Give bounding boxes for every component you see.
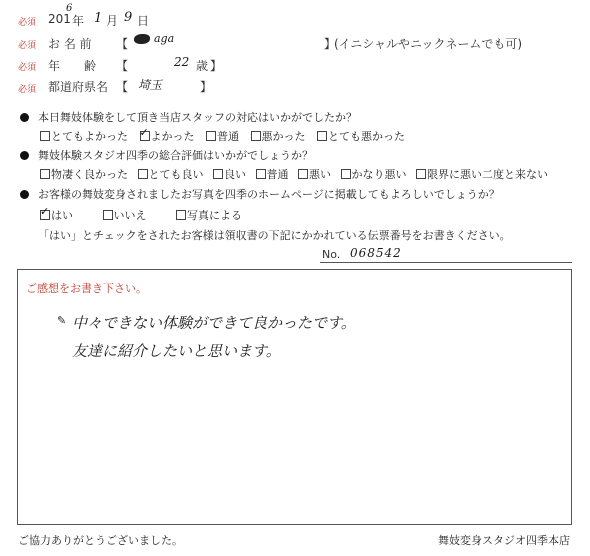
checkbox-icon[interactable]	[256, 169, 266, 179]
checkbox-icon[interactable]	[416, 169, 426, 179]
date-month-value[interactable]: 1	[94, 11, 103, 26]
name-value[interactable]: aga	[154, 32, 175, 45]
date-day-suffix: 日	[137, 14, 150, 28]
checkbox-icon[interactable]	[317, 131, 327, 141]
question-1-options	[40, 128, 405, 144]
option-label: いいえ	[113, 209, 147, 222]
name-note: (イニシャルやニックネームでも可)	[334, 37, 523, 51]
checkbox-icon[interactable]	[40, 131, 50, 141]
prefecture-bracket-open: 【	[116, 80, 129, 94]
checkbox-icon[interactable]	[251, 131, 261, 141]
scribble-mark-icon: ✎	[57, 314, 67, 327]
bullet-icon	[20, 151, 29, 160]
option-checkbox[interactable]	[176, 209, 242, 222]
checkbox-icon[interactable]	[341, 169, 351, 179]
name-bracket-close: 】	[324, 37, 337, 51]
required-label: 必須	[18, 85, 37, 95]
option-checkbox[interactable]	[341, 168, 407, 181]
question-3-text: お客様の舞妓変身されましたお写真を四季のホームページに掲載してもよろしいでしょうか？	[38, 188, 500, 201]
option-checkbox[interactable]	[251, 130, 306, 143]
checkbox-icon[interactable]	[103, 210, 113, 220]
voucher-label: No.	[322, 248, 341, 261]
option-checkbox[interactable]	[40, 168, 128, 181]
bullet-icon	[20, 190, 29, 199]
option-checkbox[interactable]	[213, 168, 246, 181]
date-year-prefix: 201	[48, 12, 71, 26]
footer-thanks: ご協力ありがとうございました。	[18, 534, 183, 547]
option-checkbox[interactable]	[138, 168, 204, 181]
question-3-options	[40, 207, 242, 223]
name-bracket-open: 【	[116, 37, 129, 51]
question-2-text: 舞妓体験スタジオ四季の総合評価はいかがでしょうか？	[38, 149, 313, 162]
age-value[interactable]: 22	[174, 55, 190, 69]
date-year-suffix: 年	[72, 14, 85, 28]
date-day-value[interactable]: 9	[124, 10, 133, 25]
prefecture-bracket-close: 】	[200, 80, 213, 94]
checkbox-icon[interactable]	[206, 131, 216, 141]
option-label: かなり悪い	[351, 168, 407, 181]
voucher-underline	[320, 262, 572, 263]
prefecture-value[interactable]: 埼玉	[138, 78, 163, 92]
age-bracket-close: 】	[210, 59, 223, 73]
option-label: 限界に悪い二度と来ない	[427, 168, 548, 181]
checkbox-icon[interactable]	[176, 210, 186, 220]
option-label: 普通	[266, 168, 289, 181]
option-label: よかった	[150, 130, 195, 143]
question-3-note: 「はい」とチェックをされたお客様は領収書の下記にかかれている伝票番号をお書きください。	[38, 229, 511, 242]
required-label: 必須	[18, 41, 37, 51]
required-label: 必須	[18, 63, 37, 73]
option-label: とても良い	[148, 168, 204, 181]
name-label: お 名 前	[48, 37, 92, 51]
option-checkbox[interactable]	[256, 168, 289, 181]
required-label: 必須	[18, 18, 37, 28]
age-label: 年 齢	[48, 59, 97, 73]
comment-line-1[interactable]: 中々できない体験ができて良かったです。	[72, 314, 356, 332]
option-checkbox[interactable]	[103, 209, 147, 222]
option-checkbox[interactable]	[416, 168, 548, 181]
option-checkbox[interactable]	[317, 130, 405, 143]
option-label: 悪い	[309, 168, 331, 181]
option-checkbox[interactable]	[40, 209, 73, 222]
question-2-options	[40, 166, 548, 182]
age-bracket-open: 【	[116, 59, 129, 73]
comments-heading: ご感想をお書き下さい。	[26, 282, 147, 295]
option-label: 写真による	[187, 209, 242, 222]
date-month-suffix: 月	[106, 14, 119, 28]
name-scribble-icon	[134, 34, 150, 44]
option-label: 良い	[224, 168, 246, 181]
option-label: はい	[51, 209, 73, 222]
option-label: 悪かった	[261, 130, 306, 143]
checkbox-icon[interactable]	[40, 169, 50, 179]
option-label: 物凄く良かった	[51, 168, 128, 181]
option-checkbox[interactable]	[40, 130, 128, 143]
option-label: 普通	[217, 130, 239, 143]
footer-studio-name: 舞妓変身スタジオ四季本店	[438, 534, 570, 547]
option-checkbox[interactable]	[206, 130, 239, 143]
checkbox-checked-icon[interactable]	[140, 131, 150, 141]
option-checkbox[interactable]	[140, 130, 195, 143]
question-1-text: 本日舞妓体験をして頂き当店スタッフの対応はいかがでしたか？	[38, 111, 357, 124]
checkbox-icon[interactable]	[213, 169, 223, 179]
age-unit: 歳	[196, 59, 209, 73]
date-year-digit[interactable]: 6	[66, 3, 73, 14]
checkbox-icon[interactable]	[298, 169, 308, 179]
comments-box[interactable]	[17, 269, 572, 525]
comment-line-2[interactable]: 友達に紹介したいと思います。	[72, 342, 281, 360]
voucher-value[interactable]: 068542	[350, 246, 402, 260]
prefecture-label: 都道府県名	[48, 80, 109, 94]
option-checkbox[interactable]	[298, 168, 331, 181]
bullet-icon	[20, 113, 29, 122]
option-label: とても悪かった	[328, 130, 405, 143]
checkbox-checked-icon[interactable]	[40, 210, 50, 220]
checkbox-icon[interactable]	[138, 169, 148, 179]
option-label: とてもよかった	[51, 130, 128, 143]
